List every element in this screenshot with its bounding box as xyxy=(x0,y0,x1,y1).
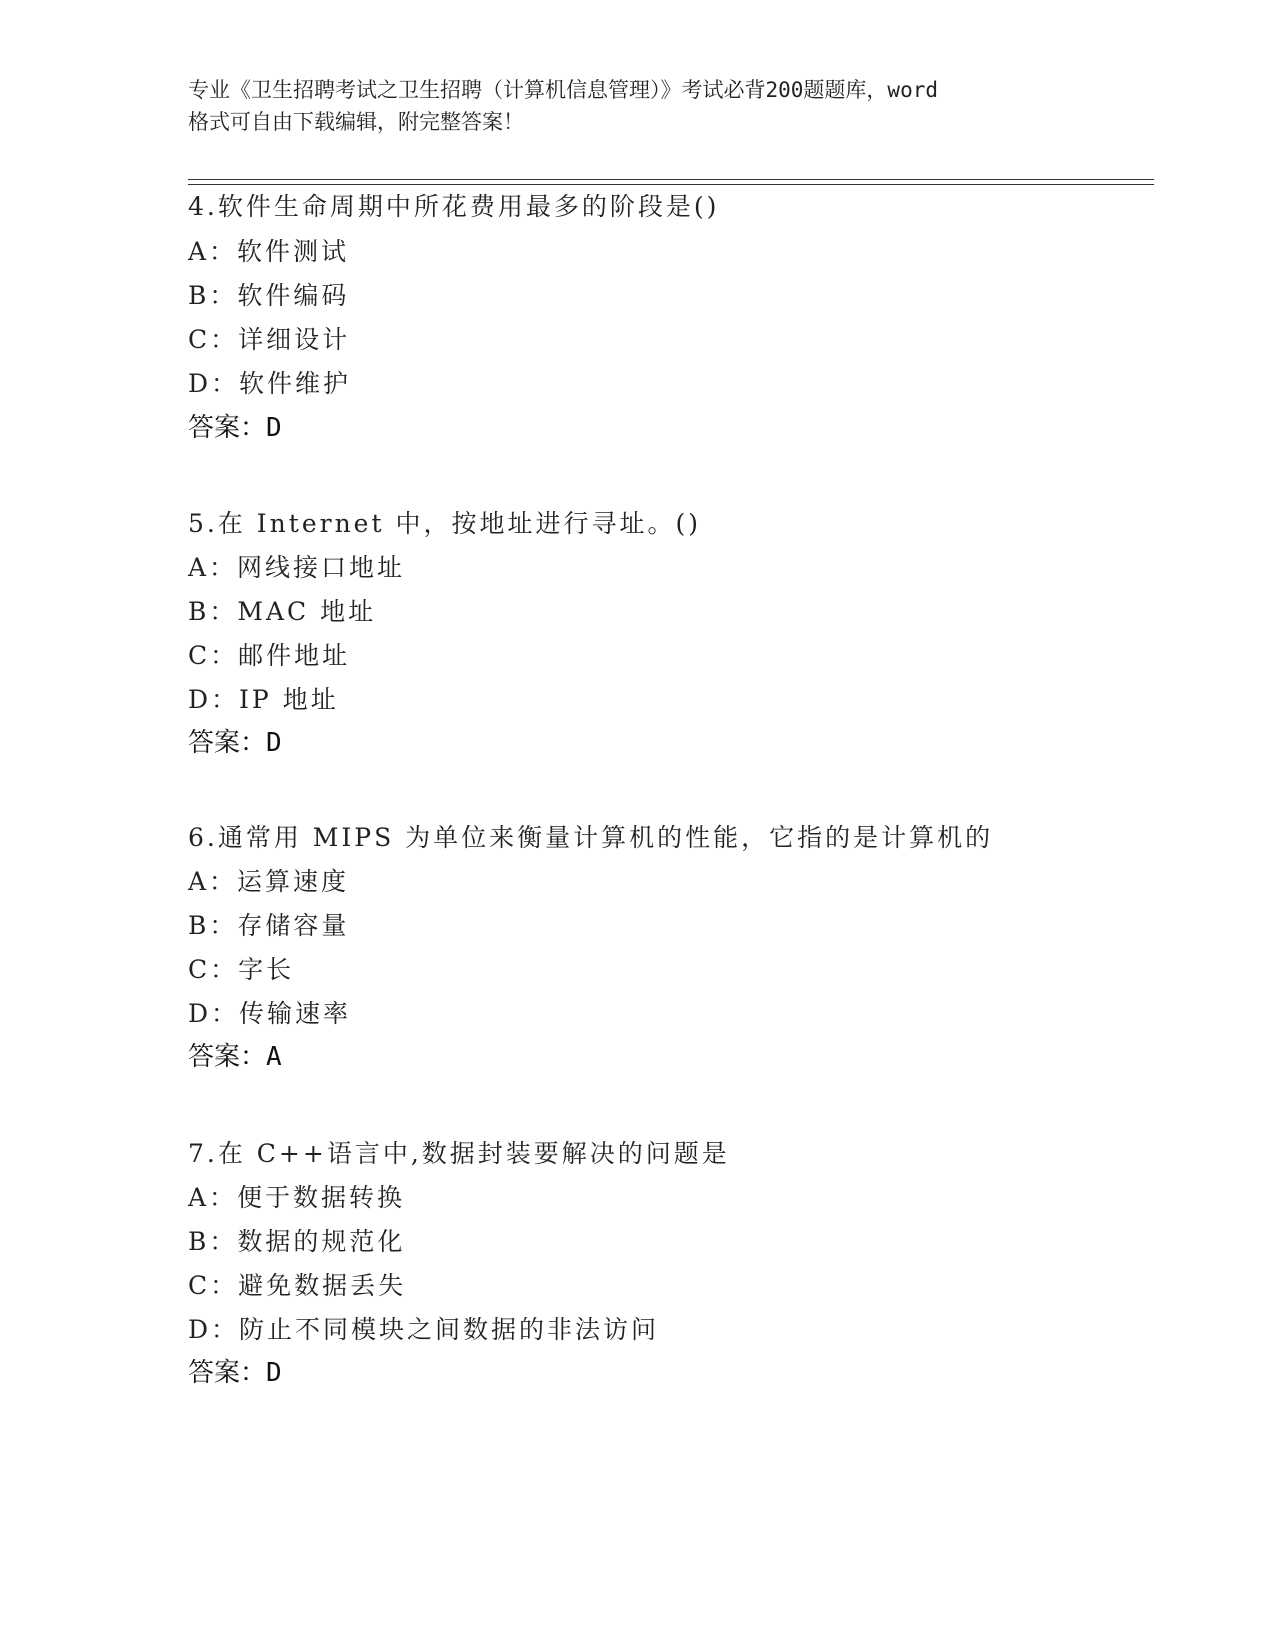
answer-line: 答案：D xyxy=(188,1358,282,1388)
option-a: A：软件测试 xyxy=(188,237,350,266)
header-line-1: 专业《卫生招聘考试之卫生招聘（计算机信息管理）》考试必背200题题库，word xyxy=(188,78,938,102)
option-b: B：MAC 地址 xyxy=(188,597,377,626)
question-stem: 4.软件生命周期中所花费用最多的阶段是() xyxy=(188,192,720,221)
option-a: A：运算速度 xyxy=(188,867,350,896)
option-a: A：网线接口地址 xyxy=(188,553,406,582)
question-stem: 7.在 C++语言中,数据封装要解决的问题是 xyxy=(188,1139,730,1168)
answer-line: 答案：D xyxy=(188,413,282,443)
option-c: C：避免数据丢失 xyxy=(188,1271,407,1300)
question-stem: 6.通常用 MIPS 为单位来衡量计算机的性能，它指的是计算机的 xyxy=(188,823,994,852)
option-b: B：存储容量 xyxy=(188,911,350,940)
option-c: C：邮件地址 xyxy=(188,641,351,670)
document-header xyxy=(188,74,1088,138)
answer-line: 答案：A xyxy=(188,1042,282,1072)
option-d: D：传输速率 xyxy=(188,999,352,1028)
option-d: D：IP 地址 xyxy=(188,685,339,714)
answer-line: 答案：D xyxy=(188,728,282,758)
option-c: C：字长 xyxy=(188,955,295,984)
option-a: A：便于数据转换 xyxy=(188,1183,406,1212)
option-b: B：软件编码 xyxy=(188,281,350,310)
option-c: C：详细设计 xyxy=(188,325,351,354)
option-d: D：软件维护 xyxy=(188,369,352,398)
option-b: B：数据的规范化 xyxy=(188,1227,406,1256)
header-divider-bottom xyxy=(188,184,1154,185)
option-d: D：防止不同模块之间数据的非法访问 xyxy=(188,1315,660,1344)
question-stem: 5.在 Internet 中，按地址进行寻址。() xyxy=(188,509,701,538)
header-divider-top xyxy=(188,179,1154,180)
header-line-2: 格式可自由下载编辑，附完整答案！ xyxy=(188,110,524,134)
